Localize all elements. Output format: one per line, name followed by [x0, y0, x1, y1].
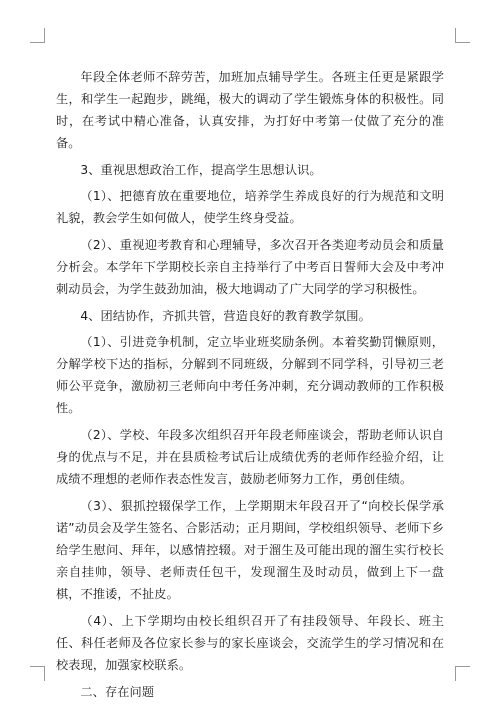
crop-mark-top-left [30, 28, 45, 43]
paragraph-3-2: （2）、重视迎考教育和心理辅导，多次召开各类迎考动员会和质量分析会。本学年下学期校长亲自主持举行了中考百日誓师大会及中考冲刺动员会，为学生鼓劲加油，极大地调动了广大同学的学习积极性。 [56, 238, 444, 296]
paragraph-3-1: （1）、把德育放在重要地位，培养学生养成良好的行为规范和文明礼貌，教会学生如何做人，使学生终身受益。 [56, 189, 444, 225]
document-body [56, 66, 444, 707]
section-heading-4: 4、团结协作，齐抓共管，营造良好的教育教学氛围。 [80, 309, 371, 323]
section-heading-3: 3、重视思想政治工作，提高学生思想认识。 [80, 163, 322, 177]
crop-mark-top-right [455, 28, 470, 43]
paragraph-4-1: （1）、引进竞争机制，定立毕业班奖励条例。本着奖勤罚懒原则，分解学校下达的指标，分解到不同班级，分解到不同学科，引导初三老师公平竞争，激励初三老师向中考任务冲刺，充分调动教师的工作积极性。 [56, 335, 444, 415]
crop-mark-bottom-left [30, 666, 45, 681]
paragraph-4-3: （3）、狠抓控辍保学工作，上学期期末年段召开了“向校长保学承诺”动员会及学生签名、合影活动；正月期间，学校组织领导、老师下乡给学生慰问、拜年，以感情控辍。对于溜生及可能出现的溜生实行校长亲自挂帅，领导、老师责任包干，发现溜生及时动员，做到上下一盘棋，不推诿，不扯皮。 [56, 499, 444, 601]
section-heading-problems: 二、存在问题 [80, 685, 155, 699]
paragraph-4-2: （2）、学校、年段多次组织召开年段老师座谈会，帮助老师认识自身的优点与不足，并在县质检考试后让成绩优秀的老师作经验介绍，让成绩不理想的老师作表态性发言，鼓励老师努力工作，勇创佳绩。 [56, 428, 444, 486]
crop-mark-bottom-right [455, 666, 470, 681]
paragraph-4-4: （4）、上下学期均由校长组织召开了有挂段领导、年段长、班主任、科任老师及各位家长参与的家长座谈会，交流学生的学习情况和在校表现，加强家校联系。 [56, 614, 444, 672]
paragraph-intro: 年段全体老师不辞劳苦，加班加点辅导学生。各班主任更是紧跟学生，和学生一起跑步，跳绳，极大的调动了学生锻炼身体的积极性。同时，在考试中精心准备，认真安排，为打好中考第一仗做了充分的准备。 [56, 70, 444, 150]
